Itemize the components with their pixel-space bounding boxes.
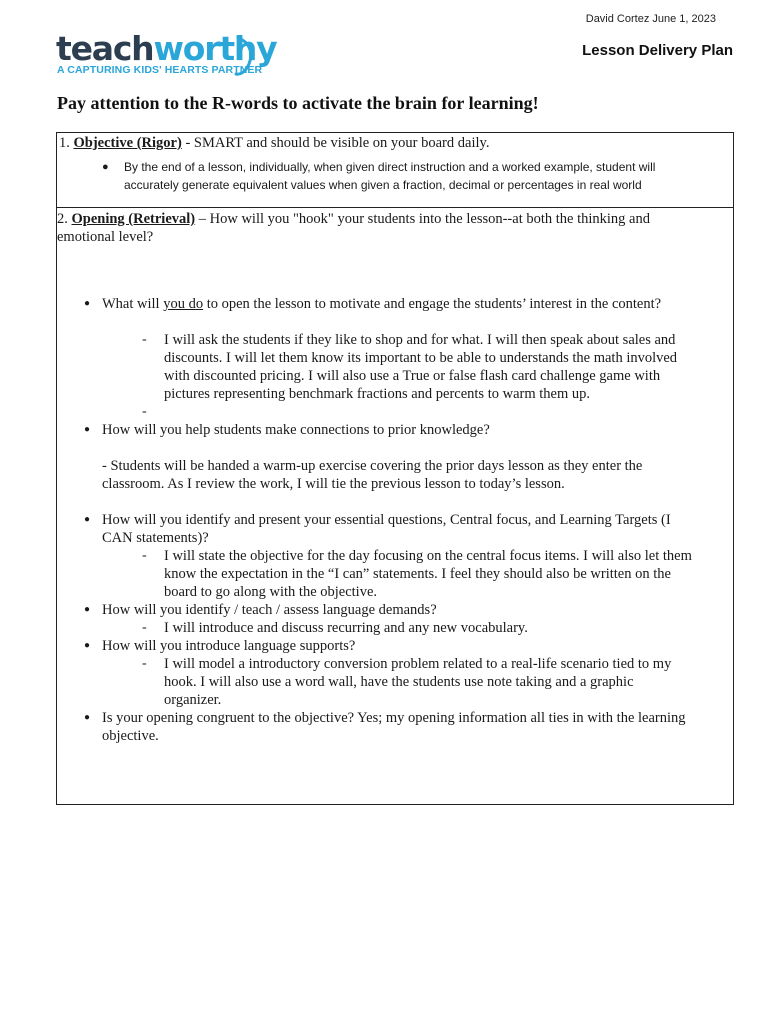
answer-language-demands: I will introduce and discuss recurring and any new vocabulary.: [164, 620, 528, 636]
question-language-demands: How will you identify / teach / assess language demands?: [102, 602, 437, 618]
bullet-icon: ●: [84, 424, 91, 435]
page-heading: Pay attention to the R-words to activate the brain for learning!: [57, 93, 539, 113]
opening-label: Opening (Retrieval): [71, 211, 196, 227]
answer-language-supports-line-2: hook. I will also use a word wall, have the students use note taking and a graphic: [164, 674, 634, 690]
answer-essential-line-3: board to go along with the objective.: [164, 584, 378, 600]
logo-tagline: A CAPTURING KIDS' HEARTS PARTNER: [57, 64, 263, 76]
bullet-icon: ●: [84, 514, 91, 525]
answer-language-supports-line-3: organizer.: [164, 692, 222, 708]
opening-heading-line-2: emotional level?: [57, 229, 154, 245]
question-congruent-line-2: objective.: [102, 728, 159, 744]
dash-marker: -: [142, 332, 147, 347]
bullet-icon: ●: [84, 712, 91, 723]
dash-marker: -: [142, 548, 147, 563]
question-language-supports: How will you introduce language supports?: [102, 638, 356, 654]
question-essential-line-1: How will you identify and present your essential questions, Central focus, and Learning Targets (I: [102, 512, 671, 528]
objective-heading: 1. Objective (Rigor) - SMART and should be visible on your board daily.: [59, 135, 490, 151]
objective-statement-line-1: By the end of a lesson, individually, when given direct instruction and a worked example, student will: [124, 160, 656, 174]
question-essential-line-2: CAN statements)?: [102, 530, 209, 546]
objective-statement-line-2: accurately generate equivalent values when given a fraction, decimal or percentages in real world: [124, 178, 642, 192]
question-prior-knowledge: How will you help students make connections to prior knowledge?: [102, 422, 490, 438]
teachworthy-logo: [56, 29, 277, 78]
answer-prior-knowledge-line-1: - Students will be handed a warm-up exercise covering the prior days lesson as they enter the: [102, 458, 643, 474]
bullet-icon: ●: [84, 298, 91, 309]
bullet-icon: ●: [102, 161, 109, 173]
bullet-icon: ●: [84, 604, 91, 615]
plan-title: Lesson Delivery Plan: [582, 42, 733, 59]
question-congruent-line-1: Is your opening congruent to the objective? Yes; my opening information all ties in with the learning: [102, 710, 686, 726]
answer-language-supports-line-1: I will model a introductory conversion problem related to a real-life scenario tied to my: [164, 656, 672, 672]
objective-label: Objective (Rigor): [73, 135, 182, 151]
dash-marker: -: [142, 656, 147, 671]
answer-essential-line-1: I will state the objective for the day focusing on the central focus items. I will also let them: [164, 548, 692, 564]
answer-essential-line-2: know the expectation in the “I can” statements. I feel they should also be written on the: [164, 566, 671, 582]
answer-hook-line-2: discounts. I will let them know its important to be able to understands the math involved: [164, 350, 678, 366]
opening-heading: 2. Opening (Retrieval) – How will you "hook" your students into the lesson--at both the thinking and: [57, 211, 650, 227]
dash-marker: -: [142, 620, 147, 635]
empty-dash-marker: -: [142, 404, 147, 419]
author-date: David Cortez June 1, 2023: [585, 13, 716, 25]
question-hook: What will you do to open the lesson to motivate and engage the students’ interest in the content?: [102, 296, 662, 312]
logo-wordmark: teachworthy: [56, 29, 277, 68]
answer-hook-line-4: pictures representing benchmark fractions and percents to warm them up.: [164, 386, 590, 402]
answer-hook-line-3: with discounted pricing. I will also use a True or false flash card challenge game with: [164, 368, 661, 384]
bullet-icon: ●: [84, 640, 91, 651]
answer-prior-knowledge-line-2: classroom. As I review the work, I will tie the previous lesson to today’s lesson.: [102, 476, 565, 492]
answer-hook-line-1: I will ask the students if they like to shop and for what. I will then speak about sales and: [164, 332, 676, 348]
